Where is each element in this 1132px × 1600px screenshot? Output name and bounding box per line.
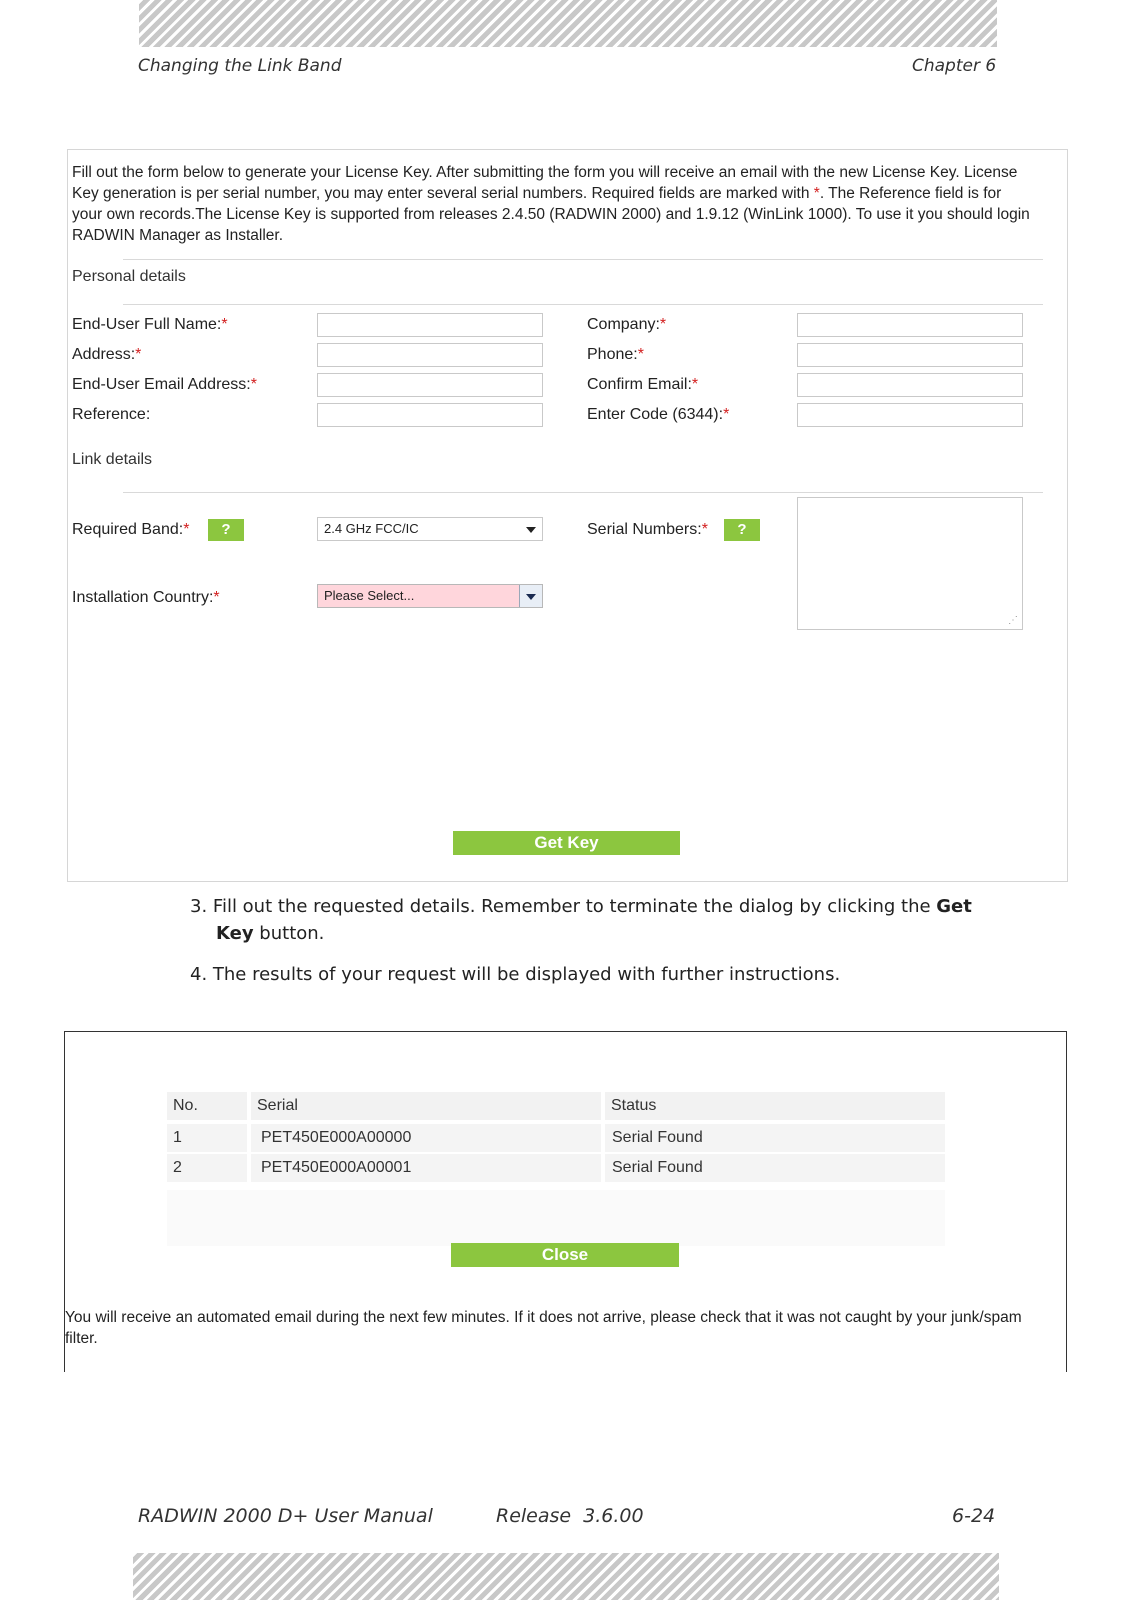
cell-serial: PET450E000A00001 [251,1154,601,1182]
table-footer-area [167,1190,945,1246]
address-label: Address:* [72,346,142,363]
get-key-button[interactable]: Get Key [453,831,680,855]
table-header-row [167,1092,945,1120]
chevron-down-icon [526,527,536,533]
chevron-down-icon [526,594,536,600]
column-header-serial: Serial [251,1092,601,1120]
close-button[interactable]: Close [451,1243,679,1267]
required-band-value: 2.4 GHz FCC/IC [324,521,419,536]
divider [123,259,1043,260]
confirm-email-label: Confirm Email:* [587,376,699,393]
phone-input[interactable] [797,343,1023,367]
license-key-form [67,149,1068,882]
footer-manual-title: RADWIN 2000 D+ User Manual [138,1505,433,1527]
header-section-title: Changing the Link Band [138,56,342,76]
column-header-no: No. [167,1092,247,1120]
reference-label: Reference: [72,406,151,423]
divider [123,304,1043,305]
code-label: Enter Code (6344):* [587,406,730,423]
cell-status: Serial Found [605,1154,945,1182]
link-details-title: Link details [72,451,153,468]
required-band-select[interactable] [317,517,543,541]
serial-numbers-textarea[interactable] [797,497,1023,630]
footer-page-number: 6-24 [952,1505,996,1527]
resize-grip-icon[interactable]: ⋰ [1008,615,1018,626]
installation-country-label: Installation Country:* [72,589,220,606]
step-3: 3. Fill out the requested details. Remember to terminate the dialog by clicking the Get Key button. [190,896,972,944]
form-intro: Fill out the form below to generate your License Key. After submitting the form you will receive an email with the new License Key. License Key generation is per serial number, you may enter several serial numbers. Required fields are marked with *. The Reference field is for your own records.The License Key is supported from releases 2.4.50 (RADWIN 2000) and 1.9.12 (WinLink 1000). To use it you should login RADWIN Manager as Installer. [72,164,1030,244]
reference-input[interactable] [317,403,543,427]
required-band-label: Required Band:* [72,521,190,538]
dropdown-button[interactable] [519,585,542,607]
address-input[interactable] [317,343,543,367]
cell-no: 2 [167,1154,247,1182]
personal-details-title: Personal details [72,268,186,285]
company-label: Company:* [587,316,667,333]
table-row [167,1124,945,1152]
column-header-status: Status [605,1092,945,1120]
installation-country-value: Please Select... [324,588,415,603]
table-row [167,1154,945,1182]
required-band-help-button[interactable]: ? [208,519,244,541]
serial-numbers-help-button[interactable]: ? [724,519,760,541]
results-panel [64,1031,1067,1372]
cell-status: Serial Found [605,1124,945,1152]
confirm-email-input[interactable] [797,373,1023,397]
divider [123,492,1043,493]
step-4: 4. The results of your request will be displayed with further instructions. [190,964,841,985]
installation-country-select[interactable] [317,584,543,608]
email-notice: You will receive an automated email during the next few minutes. If it does not arrive, please check that it was not caught by your junk/spam filter. [65,1309,1022,1347]
cell-serial: PET450E000A00000 [251,1124,601,1152]
header-chapter: Chapter 6 [912,56,997,76]
footer-release: Release 3.6.00 [496,1505,644,1527]
full-name-label: End-User Full Name:* [72,316,228,333]
serial-numbers-label: Serial Numbers:* [587,521,708,538]
code-input[interactable] [797,403,1023,427]
header-band [139,0,997,47]
email-label: End-User Email Address:* [72,376,257,393]
cell-no: 1 [167,1124,247,1152]
full-name-input[interactable] [317,313,543,337]
footer-band [133,1553,999,1600]
phone-label: Phone:* [587,346,644,363]
email-input[interactable] [317,373,543,397]
company-input[interactable] [797,313,1023,337]
